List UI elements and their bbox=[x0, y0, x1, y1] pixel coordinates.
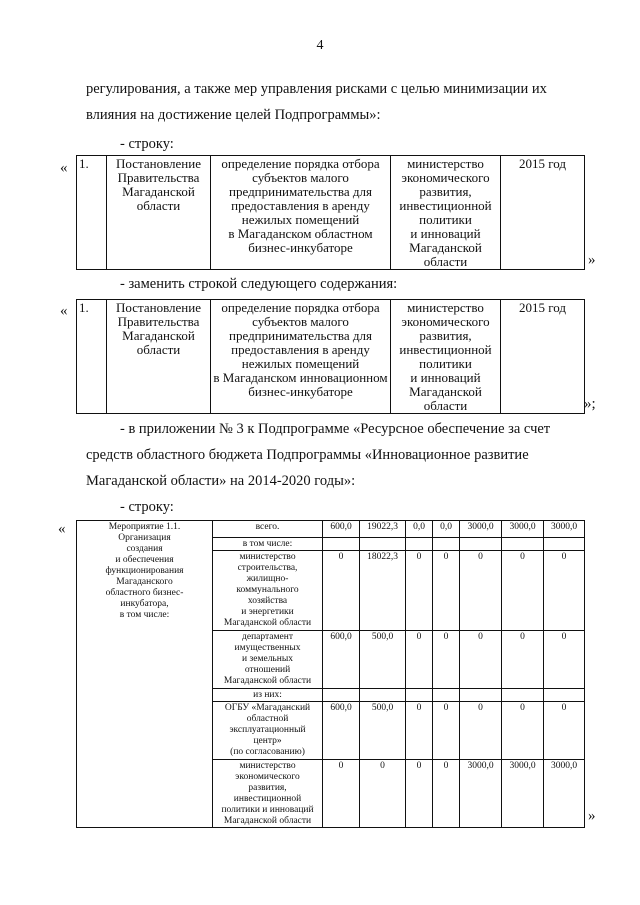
intro-line-2: влияния на достижение целей Подпрограммы»: bbox=[86, 107, 381, 123]
row-label: из них: bbox=[213, 689, 323, 702]
executor-cell: министерство экономического развития, инвестиционной политики и инноваций Магаданской области bbox=[391, 300, 501, 414]
quote-open-2: « bbox=[60, 303, 68, 319]
value-cell: 0 bbox=[406, 631, 433, 689]
appendix-line-2: средств областного бюджета Подпрограммы «Инновационное развитие bbox=[86, 447, 529, 463]
year-cell: 2015 год bbox=[501, 156, 585, 270]
value-cell: 3000,0 bbox=[460, 521, 502, 538]
value-cell: 0 bbox=[323, 551, 360, 631]
value-cell: 600,0 bbox=[323, 702, 360, 760]
value-cell: 3000,0 bbox=[502, 521, 544, 538]
agency-cell: Постановление Правительства Магаданской области bbox=[107, 300, 211, 414]
year-cell: 2015 год bbox=[501, 300, 585, 414]
resource-table bbox=[76, 520, 585, 828]
label-row: - строку: bbox=[120, 136, 174, 152]
value-cell: 600,0 bbox=[323, 631, 360, 689]
value-cell: 18022,3 bbox=[360, 551, 406, 631]
value-cell: 0 bbox=[433, 702, 460, 760]
value-cell: 0 bbox=[433, 631, 460, 689]
value-cell: 600,0 bbox=[323, 521, 360, 538]
description-cell: определение порядка отбора субъектов малого предпринимательства для предоставления в аренду нежилых помещений в Магаданском областном бизнес-инкубаторе bbox=[211, 156, 391, 270]
value-cell: 3000,0 bbox=[460, 760, 502, 828]
value-cell: 0 bbox=[360, 760, 406, 828]
row-label: департамент имущественных и земельных отношений Магаданской области bbox=[213, 631, 323, 689]
page-number: 4 bbox=[316, 38, 324, 53]
quote-close-semicolon: »; bbox=[584, 396, 596, 412]
appendix-line-3: Магаданской области» на 2014-2020 годы»: bbox=[86, 473, 356, 489]
row-number: 1. bbox=[77, 156, 107, 270]
value-cell: 0 bbox=[544, 551, 585, 631]
description-cell: определение порядка отбора субъектов малого предпринимательства для предоставления в аренду нежилых помещений в Магаданском инновационном бизнес-инкубаторе bbox=[211, 300, 391, 414]
row-label: ОГБУ «Магаданский областной эксплуатационный центр» (по согласованию) bbox=[213, 702, 323, 760]
value-cell: 0 bbox=[502, 631, 544, 689]
replace-label: - заменить строкой следующего содержания: bbox=[120, 276, 398, 292]
executor-cell: министерство экономического развития, инвестиционной политики и инноваций Магаданской области bbox=[391, 156, 501, 270]
value-cell: 0 bbox=[544, 702, 585, 760]
value-cell: 0 bbox=[544, 631, 585, 689]
quote-close-3: » bbox=[588, 808, 596, 824]
row-number: 1. bbox=[77, 300, 107, 414]
value-cell: 500,0 bbox=[360, 631, 406, 689]
value-cell: 0 bbox=[323, 760, 360, 828]
agency-cell: Постановление Правительства Магаданской области bbox=[107, 156, 211, 270]
quote-open-3: « bbox=[58, 521, 66, 537]
value-cell: 0 bbox=[502, 702, 544, 760]
value-cell: 500,0 bbox=[360, 702, 406, 760]
table-replacement-row bbox=[76, 299, 585, 414]
value-cell: 3000,0 bbox=[544, 760, 585, 828]
row-label: министерство экономического развития, инвестиционной политики и инноваций Магаданской области bbox=[213, 760, 323, 828]
quote-open-1: « bbox=[60, 160, 68, 176]
appendix-line-1: - в приложении № 3 к Подпрограмме «Ресурсное обеспечение за счет bbox=[120, 421, 551, 437]
value-cell: 19022,3 bbox=[360, 521, 406, 538]
row-label: министерство строительства, жилищно- коммунального хозяйства и энергетики Магаданской области bbox=[213, 551, 323, 631]
value-cell: 0 bbox=[460, 551, 502, 631]
value-cell: 0,0 bbox=[433, 521, 460, 538]
label-row-2: - строку: bbox=[120, 499, 174, 515]
value-cell: 3000,0 bbox=[502, 760, 544, 828]
value-cell: 0 bbox=[433, 760, 460, 828]
intro-line-1: регулирования, а также мер управления рисками с целью минимизации их bbox=[86, 81, 547, 97]
row-label: в том числе: bbox=[213, 538, 323, 551]
value-cell: 0,0 bbox=[406, 521, 433, 538]
value-cell: 0 bbox=[433, 551, 460, 631]
value-cell: 0 bbox=[406, 551, 433, 631]
value-cell: 0 bbox=[460, 702, 502, 760]
value-cell: 0 bbox=[460, 631, 502, 689]
measure-cell: Мероприятие 1.1. Организация создания и обеспечения функционирования Магаданского областного бизнес- инкубатора, в том числе: bbox=[77, 521, 213, 828]
value-cell: 3000,0 bbox=[544, 521, 585, 538]
row-label: всего. bbox=[213, 521, 323, 538]
table-original-row bbox=[76, 155, 585, 270]
value-cell: 0 bbox=[406, 702, 433, 760]
value-cell: 0 bbox=[406, 760, 433, 828]
value-cell: 0 bbox=[502, 551, 544, 631]
quote-close-1: » bbox=[588, 252, 596, 268]
